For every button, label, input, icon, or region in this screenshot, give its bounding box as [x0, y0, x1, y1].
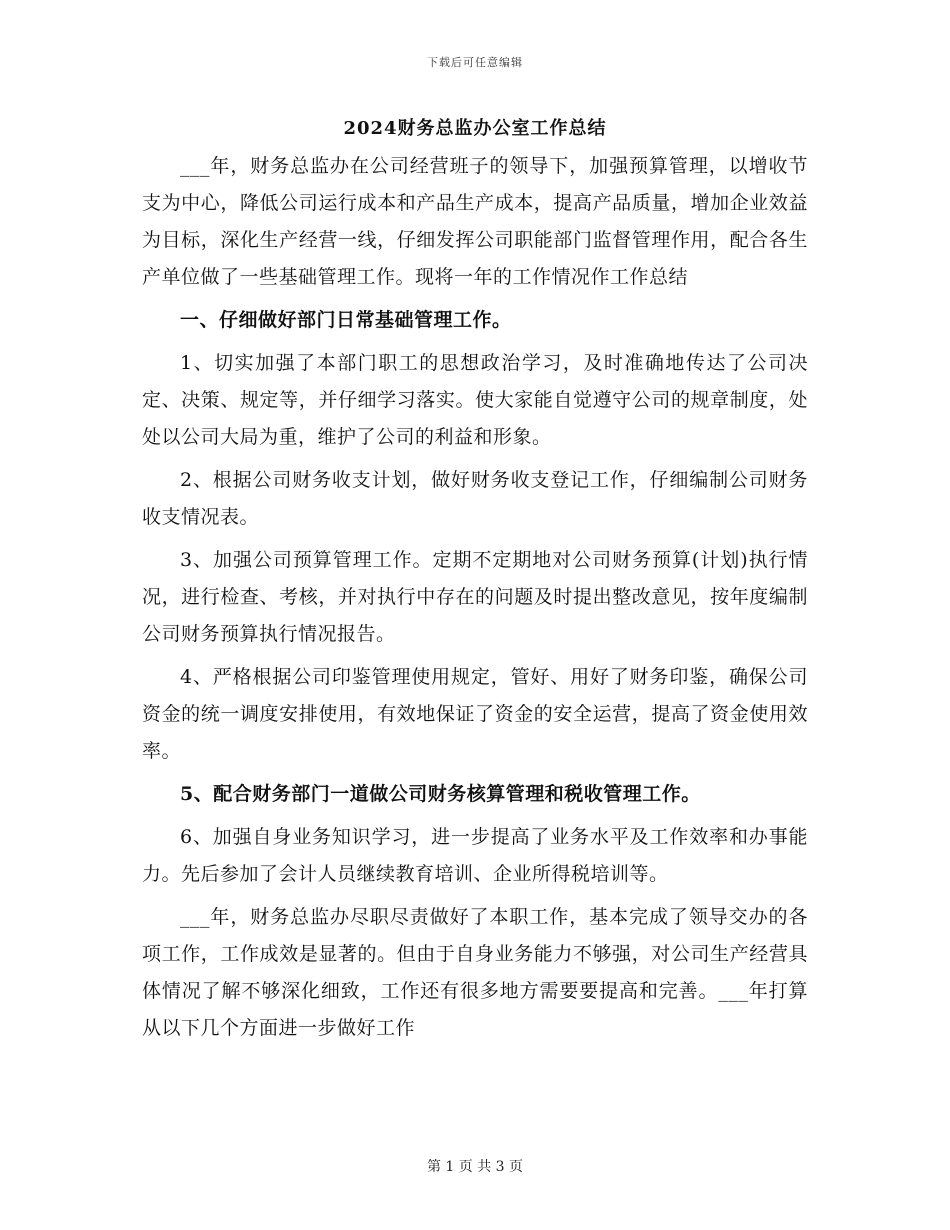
page-footer: 第 1 页 共 3 页	[426, 1159, 524, 1175]
paragraph-item-4: 4、严格根据公司印鉴管理使用规定，管好、用好了财务印鉴，确保公司资金的统一调度安排使用，有效地保证了资金的安全运营，提高了资金使用效率。	[142, 666, 808, 762]
paragraph-item-1: 1、切实加强了本部门职工的思想政治学习，及时准确地传达了公司决定、决策、规定等，并仔细学习落实。使大家能自觉遵守公司的规章制度，处处以公司大局为重，维护了公司的利益和形象。	[142, 352, 808, 448]
paragraph-item-3: 3、加强公司预算管理工作。定期不定期地对公司财务预算(计划)执行情况，进行检查、考核，并对执行中存在的问题及时提出整改意见，按年度编制公司财务预算执行情况报告。	[142, 549, 808, 645]
section-heading-1: 一、仔细做好部门日常基础管理工作。	[180, 309, 512, 331]
document-title: 2024财务总监办公室工作总结	[343, 118, 607, 139]
paragraph-item-6: 6、加强自身业务知识学习，进一步提高了业务水平及工作效率和办事能力。先后参加了会计人员继续教育培训、企业所得税培训等。	[142, 826, 808, 885]
paragraph-item-2: 2、根据公司财务收支计划，做好财务收支登记工作，仔细编制公司财务收支情况表。	[142, 469, 808, 528]
paragraph-closing: ___年，财务总监办尽职尽责做好了本职工作，基本完成了领导交办的各项工作，工作成效是显著的。但由于自身业务能力不够强，对公司生产经营具体情况了解不够深化细致，工作还有很多地方需要要提高和完善。___年打算从以下几个方面进一步做好工作	[142, 906, 808, 1039]
page-header-note: 下载后可任意编辑	[427, 56, 523, 69]
document-body	[142, 148, 808, 1047]
paragraph-item-5: 5、配合财务部门一道做公司财务核算管理和税收管理工作。	[180, 783, 701, 805]
paragraph-intro: ___年，财务总监办在公司经营班子的领导下，加强预算管理，以增收节支为中心，降低公司运行成本和产品生产成本，提高产品质量，增加企业效益为目标，深化生产经营一线，仔细发挥公司职能部门监督管理作用，配合各生产单位做了一些基础管理工作。现将一年的工作情况作工作总结	[142, 155, 808, 288]
